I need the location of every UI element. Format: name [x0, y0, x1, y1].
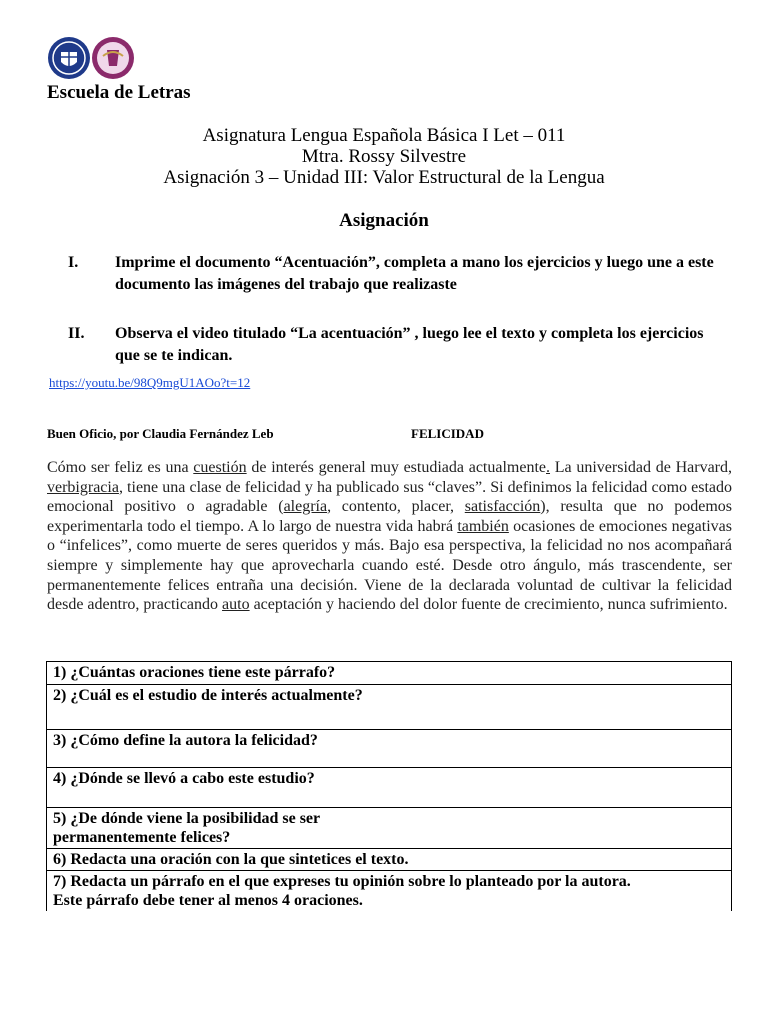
table-row — [47, 871, 732, 912]
question-cell[interactable]: 6) Redacta una oración con la que sintetices el texto. — [47, 849, 732, 871]
video-link[interactable]: https://youtu.be/98Q9mgU1AOo?t=12 — [49, 375, 251, 390]
table-row — [47, 808, 732, 849]
logos — [47, 36, 137, 82]
reading-paragraph — [47, 458, 732, 615]
paragraph-segment: , tiene una clase de felicidad y ha publicado sus “claves”. Si definimos la felicidad como estado emocional positivo o agradable ( — [47, 478, 732, 516]
teacher-name: Mtra. Rossy Silvestre — [301, 146, 467, 167]
question-cell[interactable]: 4) ¿Dónde se llevó a cabo este estudio? — [47, 768, 732, 808]
underlined-word: verbigracia — [47, 478, 119, 496]
question-cell[interactable]: 7) Redacta un párrafo en el que expreses tu opinión sobre lo planteado por la autora. Este párrafo debe tener al menos 4 oraciones. — [47, 871, 732, 912]
course-name: Asignatura Lengua Española Básica I Let – 011 — [202, 125, 566, 146]
underlined-word: alegría — [283, 498, 328, 516]
underlined-word: . — [546, 459, 551, 476]
school-name: Escuela de Letras — [47, 82, 191, 103]
question-cell[interactable]: 3) ¿Cómo define la autora la felicidad? — [47, 730, 732, 768]
text-byline: Buen Oficio, por Claudia Fernández Leb — [47, 426, 274, 441]
underlined-word: satisfacción — [464, 498, 541, 516]
instruction-item — [68, 252, 728, 296]
questions-table — [46, 661, 732, 911]
table-row — [47, 685, 732, 730]
instruction-item — [68, 323, 728, 367]
paragraph-segment: La universidad de Harvard, — [550, 459, 732, 476]
question-cell[interactable]: 2) ¿Cuál es el estudio de interés actualmente? — [47, 685, 732, 730]
table-row — [47, 849, 732, 871]
underlined-word: también — [457, 517, 509, 535]
question-cell[interactable]: 1) ¿Cuántas oraciones tiene este párrafo? — [47, 662, 732, 685]
text-title: FELICIDAD — [411, 426, 484, 441]
paragraph-segment: Cómo ser feliz es una — [47, 459, 194, 476]
question-cell[interactable]: 5) ¿De dónde viene la posibilidad se ser permanentemente felices? — [47, 808, 732, 849]
faculty-seal-icon — [91, 36, 135, 80]
paragraph-segment: de interés general muy estudiada actualmente — [246, 459, 547, 476]
instruction-number: II. — [68, 325, 85, 342]
assignment-unit: Asignación 3 – Unidad III: Valor Estructural de la Lengua — [163, 167, 605, 188]
table-row — [47, 730, 732, 768]
paragraph-segment: ocasiones de emociones negativas o “infelices”, como muerte de seres queridos y más. Bajo esa perspectiva, la felicidad no nos acompañará siempre y simplemente hay que aprovecharla cuando esté. Desde otro ángulo, más trascendente, ser permanentemente felices entraña una decisión. Viene de la declarada voluntad de cultivar la felicidad desde adentro, practicando — [47, 517, 732, 614]
instruction-text: Observa el video titulado “La acentuación” , luego lee el texto y completa los ejercicios que se te indican. — [115, 325, 704, 364]
page-title: Asignación — [339, 210, 429, 231]
university-seal-icon — [47, 36, 91, 80]
paragraph-segment: ), resulta que no podemos experimentarla todo el tiempo. A lo largo de nuestra vida habrá — [47, 498, 732, 535]
course-header — [0, 125, 768, 188]
instruction-text: Imprime el documento “Acentuación”, completa a mano los ejercicios y luego une a este documento las imágenes del trabajo que realizaste — [115, 254, 714, 293]
underlined-word: auto — [222, 596, 250, 614]
table-row — [47, 662, 732, 685]
table-row — [47, 768, 732, 808]
underlined-word: cuestión — [193, 459, 247, 476]
paragraph-segment: , contento, placer, — [327, 498, 465, 516]
instruction-number: I. — [68, 254, 79, 271]
paragraph-segment: aceptación y haciendo del dolor fuente de crecimiento, nunca sufrimiento. — [249, 596, 728, 614]
